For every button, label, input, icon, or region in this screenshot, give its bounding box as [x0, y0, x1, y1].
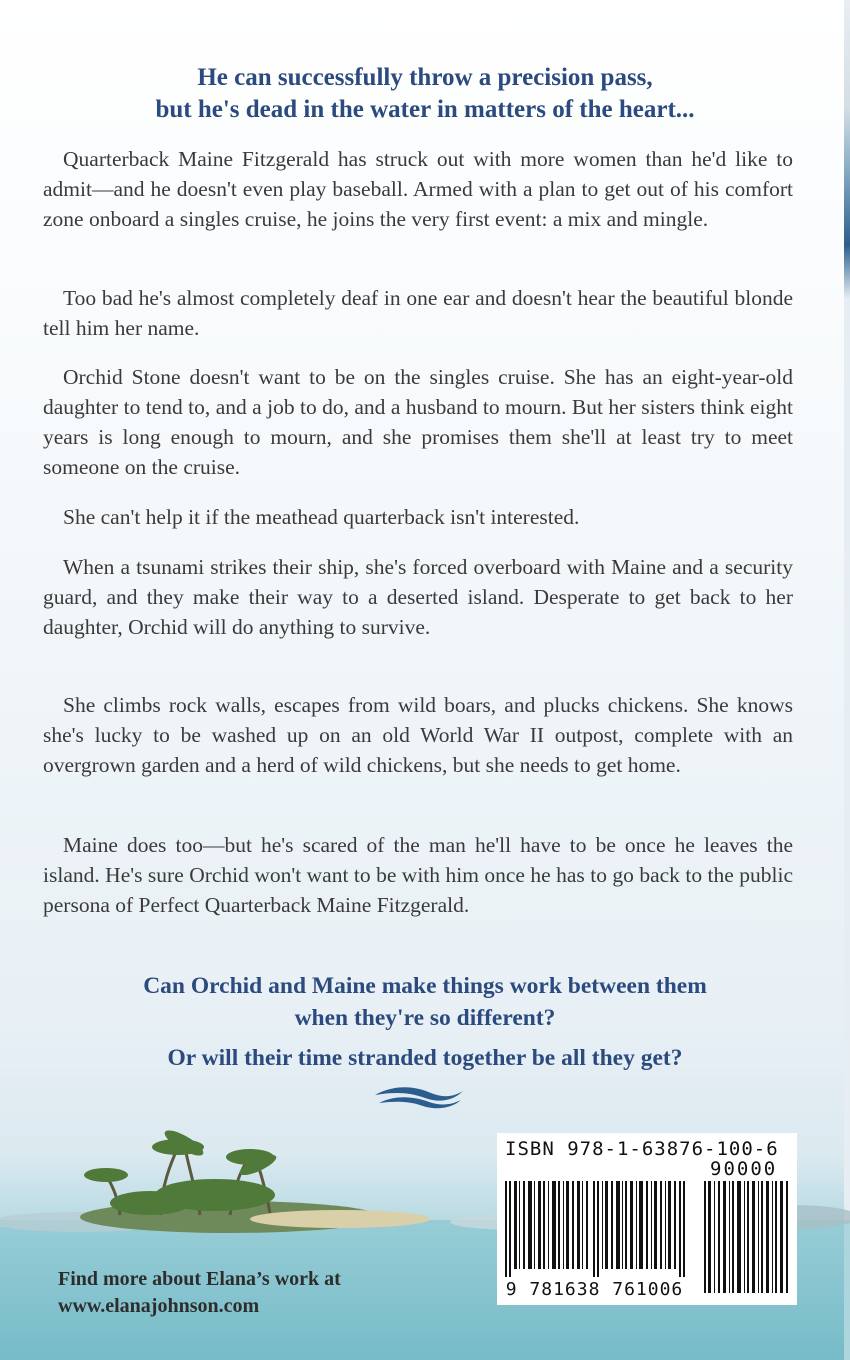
blurb-paragraph-4: She can't help it if the meathead quarterback isn't interested. — [63, 505, 580, 529]
tagline-line-2: when they're so different? — [294, 1005, 556, 1031]
blurb-paragraph-5: When a tsunami strikes their ship, she's forced overboard with Maine and a security guard, and they make their way to a deserted island. Desperate to get back to her daughter, Orchid will do anything to survive. — [43, 555, 793, 639]
headline-line-1: He can successfully throw a precision pass, — [197, 64, 653, 91]
wave-ornament-icon — [373, 1083, 465, 1111]
blurb-paragraph-7: Maine does too—but he's scared of the man he'll have to be once he leaves the island. He's sure Orchid won't want to be with him once he has to go back to the public persona of Perfect Quarterback Maine Fitzgerald. — [43, 833, 793, 917]
ean-bars — [505, 1181, 695, 1277]
author-promo — [58, 1266, 341, 1320]
tagline-line-3: Or will their time stranded together be all they get? — [167, 1045, 683, 1071]
promo-text: Find more about Elana’s work at — [58, 1268, 341, 1290]
ean-number: 9 781638 761006 — [505, 1279, 684, 1300]
price-code: 90000 — [710, 1158, 778, 1180]
blurb-paragraph-1: Quarterback Maine Fitzgerald has struck out with more women than he'd like to admit—and he doesn't even play baseball. Armed with a plan to get out of his comfort zone onboard a singles cruise, he joins the very first event: a mix and mingle. — [43, 147, 793, 231]
blurb-paragraph-6: She climbs rock walls, escapes from wild boars, and plucks chickens. She knows she's lucky to be washed up on an old World War II outpost, complete with an overgrown garden and a herd of wild chickens, but she needs to get home. — [43, 693, 793, 777]
isbn-barcode — [497, 1133, 797, 1305]
price-addon-bars — [704, 1181, 790, 1293]
author-website-link[interactable]: www.elanajohnson.com — [58, 1295, 260, 1317]
tagline-line-1: Can Orchid and Maine make things work between them — [143, 973, 707, 999]
headline-line-2: but he's dead in the water in matters of the heart... — [155, 96, 695, 123]
isbn-text: ISBN 978-1-63876-100-6 — [505, 1138, 779, 1160]
blurb-paragraph-2: Too bad he's almost completely deaf in one ear and doesn't hear the beautiful blonde tell him her name. — [43, 286, 793, 340]
blurb-paragraph-3: Orchid Stone doesn't want to be on the singles cruise. She has an eight-year-old daughter to tend to, and a job to do, and a husband to mourn. But her sisters think eight years is long enough to mourn, and she promises them she'll at least try to meet someone on the cruise. — [43, 365, 793, 479]
